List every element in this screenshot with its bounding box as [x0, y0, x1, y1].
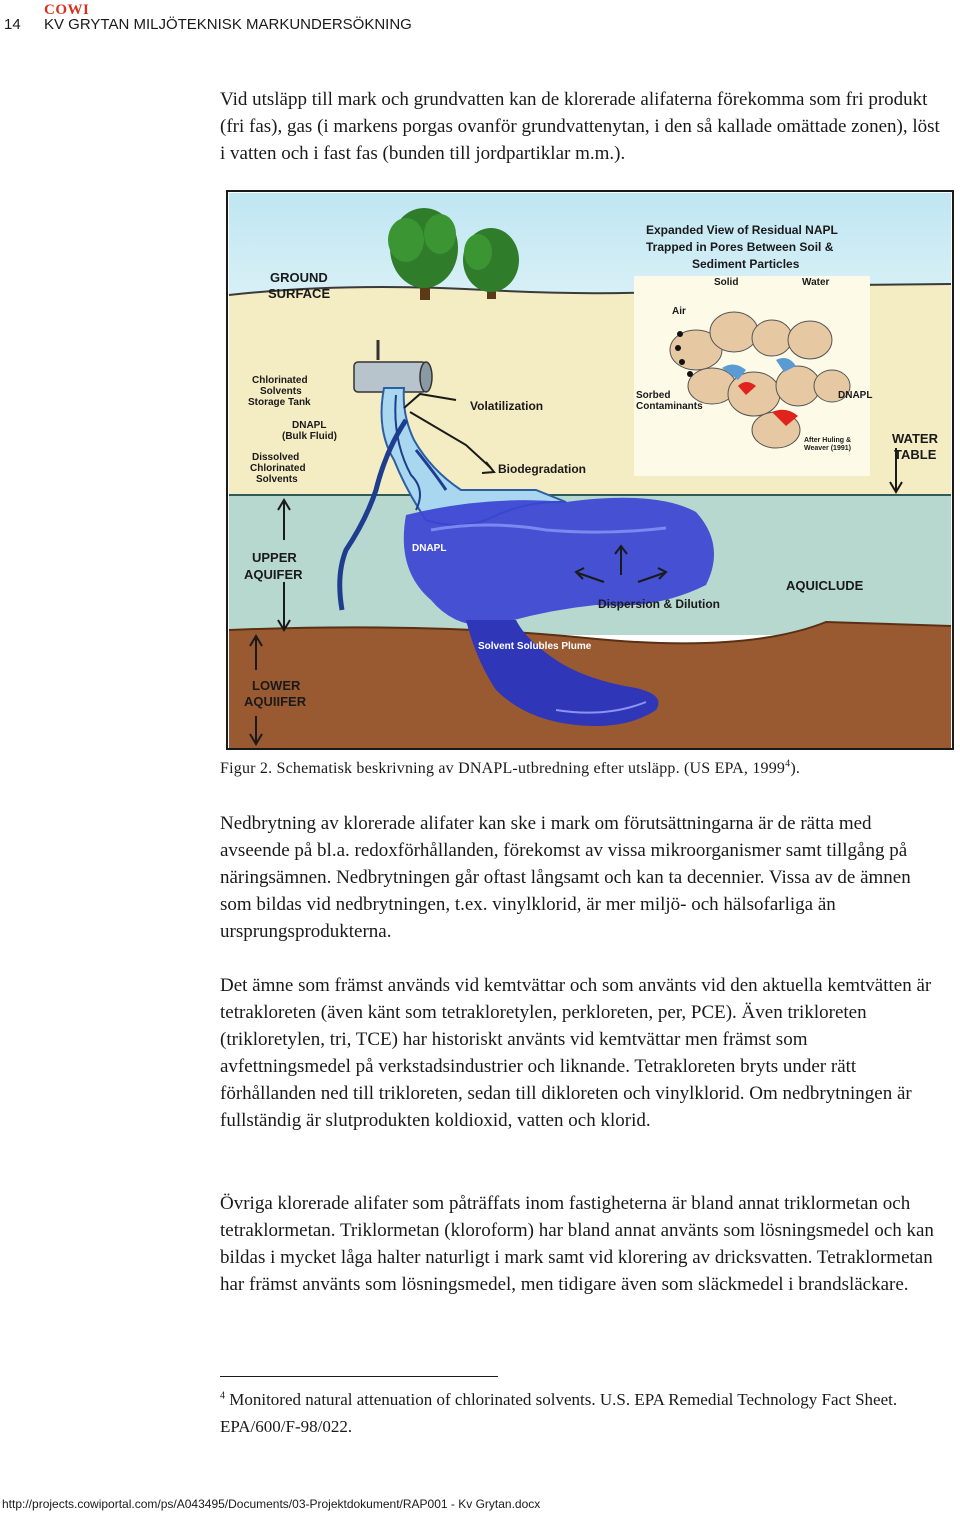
label-dnapl-inset: DNAPL [838, 390, 873, 401]
footnote-divider [220, 1376, 498, 1377]
label-tank-1: Chlorinated [252, 375, 308, 386]
label-tank-2: Solvents [260, 386, 302, 397]
label-dispersion: Dispersion & Dilution [598, 597, 721, 611]
label-dnapl-bulk-2: (Bulk Fluid) [282, 431, 337, 442]
label-water-table-1: WATER [892, 431, 938, 446]
paragraph-intro: Vid utsläpp till mark och grundvatten kan de klorerade alifaterna förekomma som fri produkt (fri fas), gas (i markens porgas ovanför grundvattenytan, i den så kallade omättade zonen), löst i vatten och i fast fas (bunden till jordpartiklar m.m.). [220, 89, 940, 164]
label-ground-surface-2: SURFACE [268, 286, 331, 301]
footer-url: http://projects.cowiportal.com/ps/A043495/Documents/03-Projektdokument/RAP001 - Kv Grytan.docx [2, 1497, 541, 1511]
caption-text: Figur 2. Schematisk beskrivning av DNAPL-utbredning efter utsläpp. (US EPA, 1999 [220, 760, 786, 777]
label-dissolved-2: Chlorinated [250, 463, 306, 474]
label-lower-aquifer-2: AQUIIFER [244, 694, 307, 709]
label-ground-surface-1: GROUND [270, 270, 328, 285]
footnote [220, 1386, 940, 1440]
paragraph-other-aliphatics: Övriga klorerade alifater som påträffats inom fastigheterna är bland annat triklormetan och tetraklormetan. Triklormetan (kloroform) har bland annat använts som lösningsmedel och kan bildas i mycket låga halter naturligt i mark samt vid klorering av dricksvatten. Tetraklormetan har främst använts som lösningsmedel, men tidigare även som släckmedel i brandsläckare. [220, 1193, 934, 1295]
label-water-table-2: TABLE [894, 447, 937, 462]
footnote-number: 4 [220, 1390, 225, 1402]
label-plume: Solvent Solubles Plume [478, 641, 592, 652]
document-title: KV GRYTAN MILJÖTEKNISK MARKUNDERSÖKNING [44, 16, 412, 33]
label-tank-3: Storage Tank [248, 397, 311, 408]
dnapl-figure [226, 190, 954, 750]
label-upper-aquifer-1: UPPER [252, 550, 297, 565]
page-number: 14 [4, 16, 21, 33]
label-expanded-1: Expanded View of Residual NAPL [646, 223, 838, 237]
label-water: Water [802, 277, 830, 288]
label-aquiclude: AQUICLUDE [786, 578, 864, 593]
footnote-text: Monitored natural attenuation of chlorinated solvents. U.S. EPA Remedial Technology Fact Sheet. EPA/600/F-98/022. [220, 1390, 898, 1436]
label-dissolved-3: Solvents [256, 474, 298, 485]
label-air: Air [672, 306, 686, 317]
caption-reference: 4 [785, 758, 791, 770]
label-dissolved-1: Dissolved [252, 452, 300, 463]
label-expanded-2: Trapped in Pores Between Soil & [646, 240, 834, 254]
paragraph-degradation: Nedbrytning av klorerade alifater kan ske i mark om förutsättningarna är de rätta med avseende på bl.a. redoxförhållanden, förekomst av vissa mikroorganismer samt tillgång på näringsämnen. Nedbrytningen går oftast långsamt och kan ta decennier. Vissa av de ämnen som bildas vid nedbrytningen, t.ex. vinylklorid, är mer miljö- och hälsofarliga än ursprungsprodukterna. [220, 813, 911, 942]
label-biodegradation: Biodegradation [498, 462, 587, 476]
label-dnapl-pool: DNAPL [412, 543, 447, 554]
paragraph-tetrachloroethene: Det ämne som främst används vid kemtvättar och som använts vid den aktuella kemtvätten är tetrakloreten (även känt som tetrakloretylen, perkloreten, per, PCE). Även trikloreten (trikloretylen, tri, TCE) har historiskt använts vid kemtvättar men främst som avfettningsmedel på verkstadsindustrier och liknande. Tetrakloreten bryts under rätt förhållanden ned till trikloreten, sedan till dikloreten och vinylklorid. Om nedbrytningen är fullständig är slutprodukten koldioxid, vatten och klorid. [220, 975, 932, 1131]
label-expanded-3: Sediment Particles [692, 257, 800, 271]
figure-caption [220, 760, 800, 778]
brand-logo: COWI [44, 2, 90, 18]
caption-end: ). [790, 760, 801, 777]
label-after-2: Weaver (1991) [804, 445, 851, 452]
label-volatilization: Volatilization [470, 399, 544, 413]
label-sorbed-2: Contaminants [636, 401, 703, 412]
label-dnapl-bulk-1: DNAPL [292, 420, 327, 431]
label-upper-aquifer-2: AQUIFER [244, 567, 303, 582]
label-solid: Solid [714, 277, 739, 288]
label-after-1: After Huling & [804, 437, 852, 444]
label-lower-aquifer-1: LOWER [252, 678, 301, 693]
label-sorbed-1: Sorbed [636, 390, 671, 401]
